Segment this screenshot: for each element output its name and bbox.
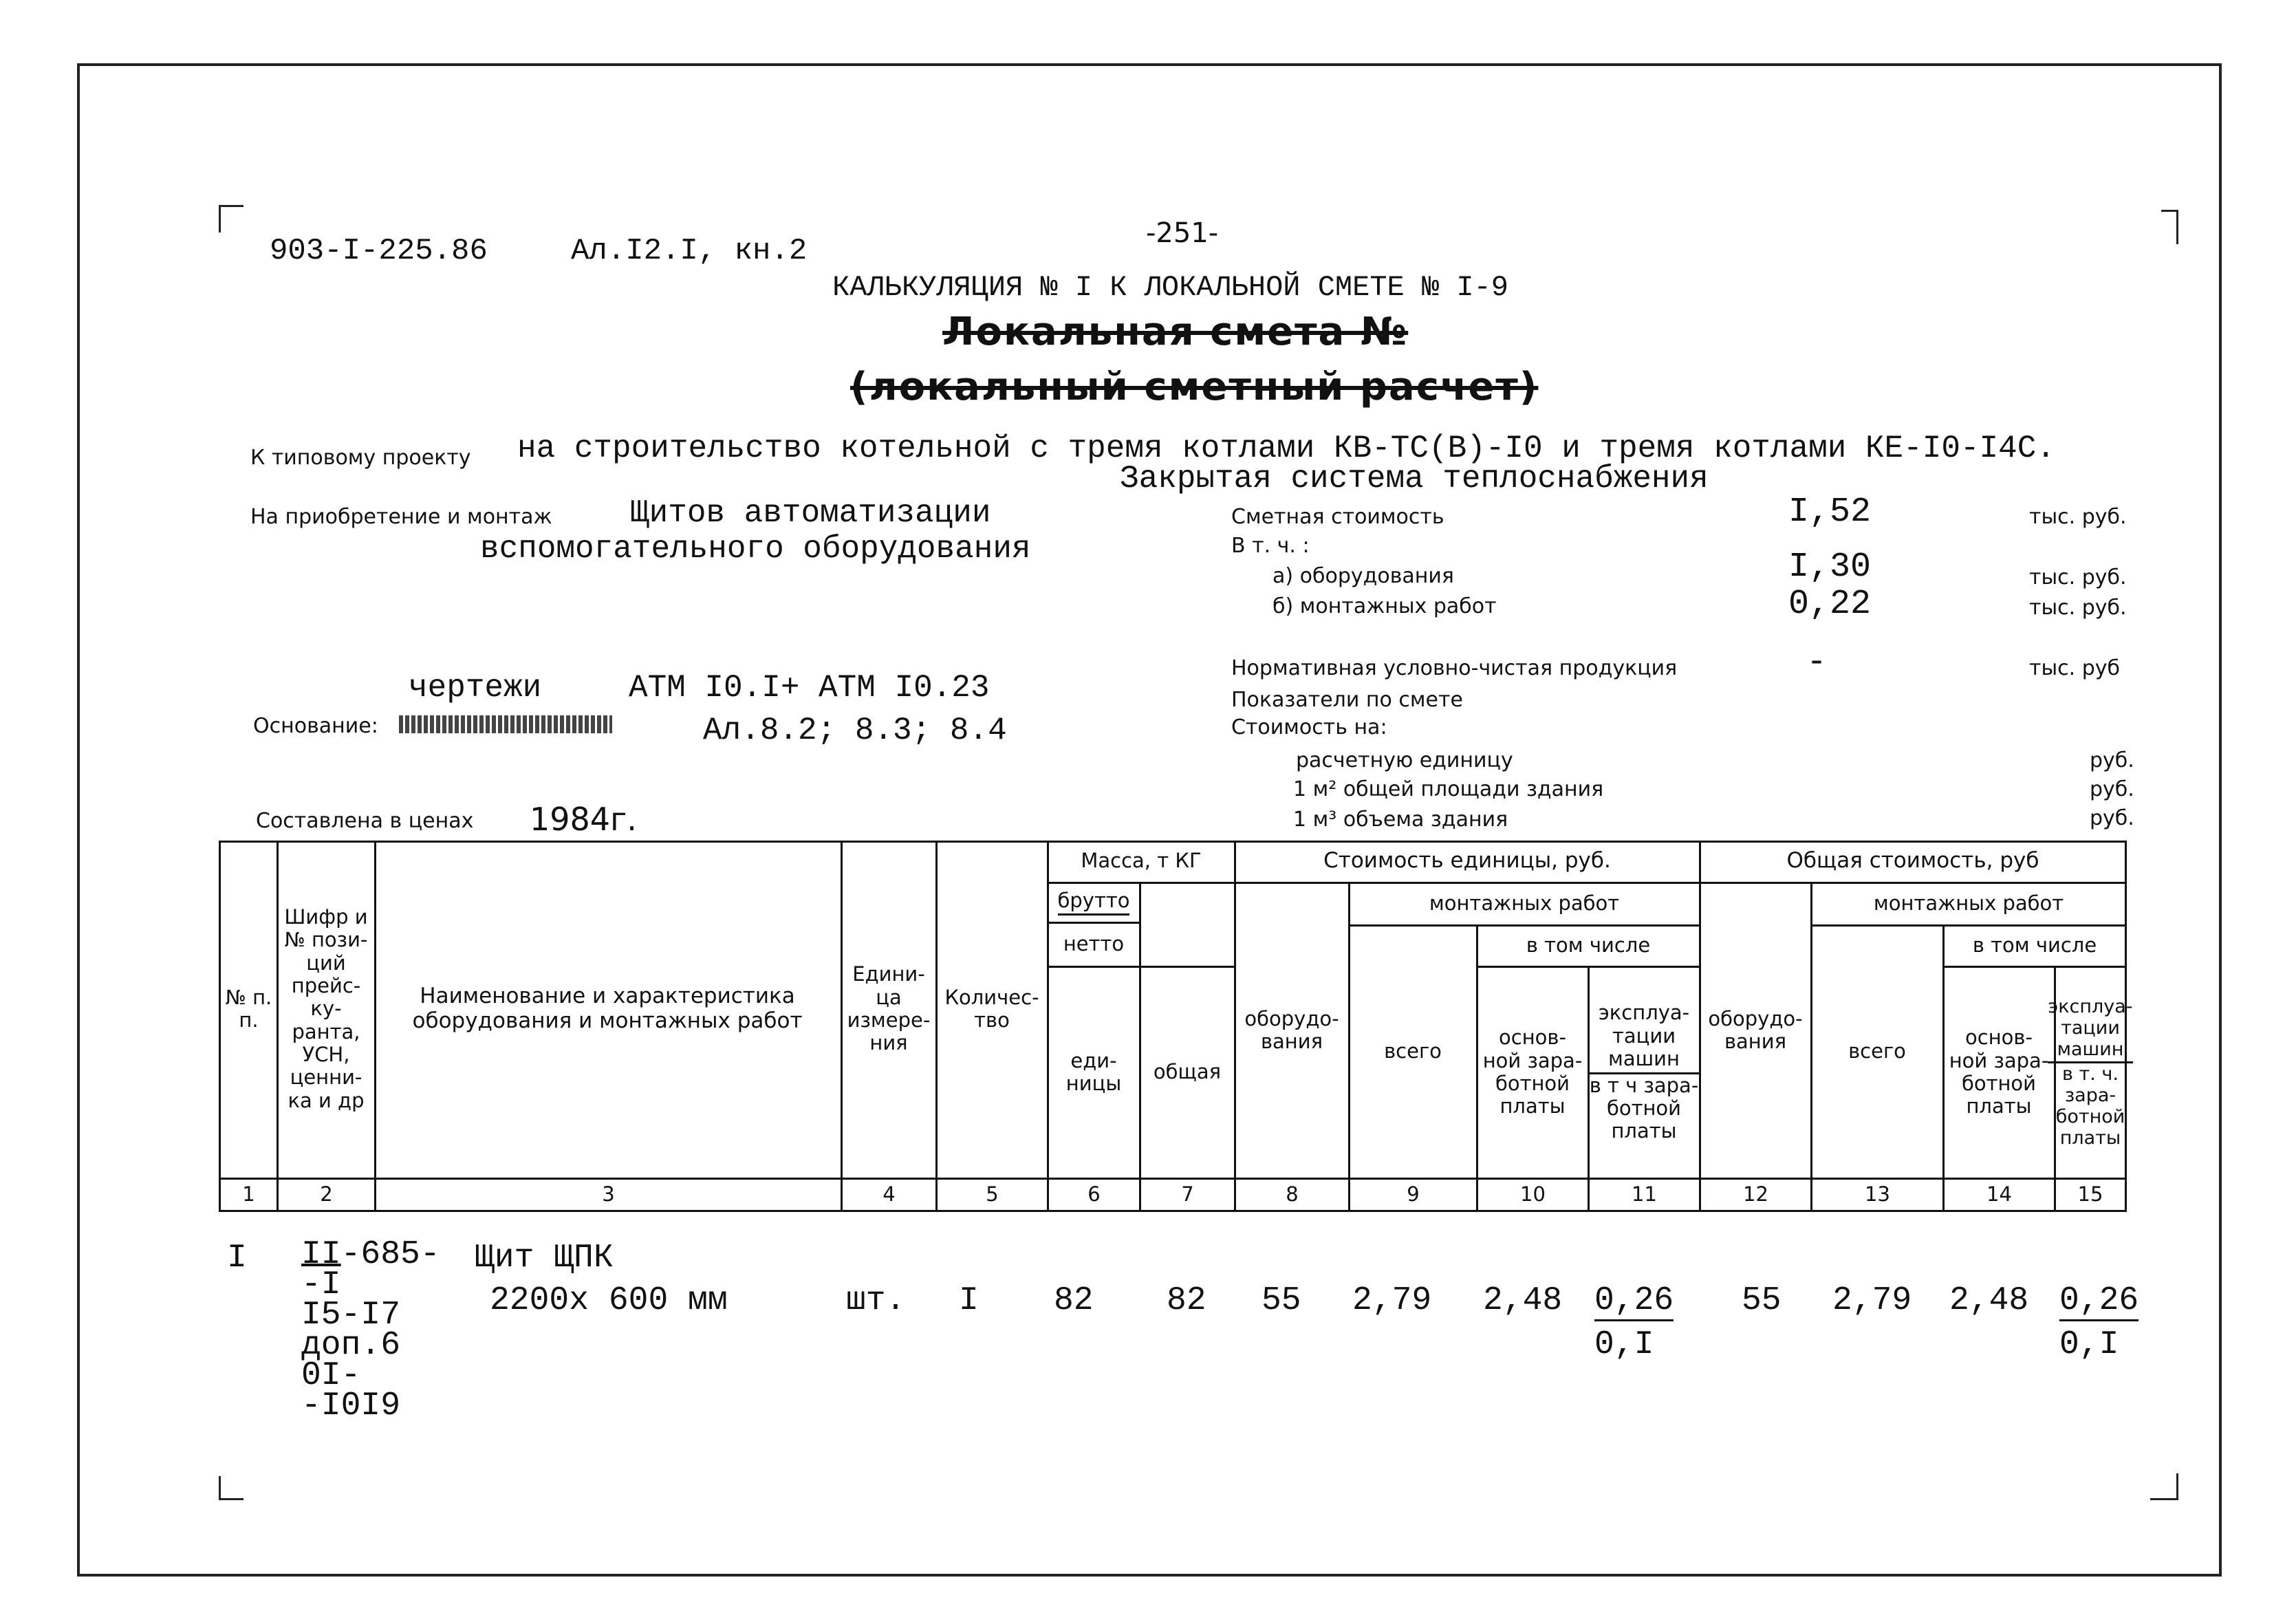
corner-mark-br-v [2176,1473,2178,1500]
row-name-1: Щит ЩПК [475,1239,614,1277]
col-number-6: 6 [1087,1182,1101,1206]
prices-year: 1984г. [530,801,637,838]
equipment-cost-value: I,30 [1788,548,1872,587]
estimate-cost-label: Сметная стоимость [1231,505,1444,529]
page-border-right [2219,63,2222,1577]
header-total-incl: в том числе [1972,933,2097,957]
install-cost-value: 0,22 [1788,585,1872,624]
document-code: 903-I-225.86 [270,234,488,268]
header-no: № п. п. [225,985,272,1032]
col-number-8: 8 [1286,1182,1299,1206]
row-qty: I [959,1282,979,1319]
col-sep-2 [374,841,376,1212]
page-border-left [77,63,80,1577]
header-unit-install: монтажных работ [1429,891,1620,916]
row-machine: 0,26 [1594,1282,1674,1321]
corner-mark-bl-h [219,1498,243,1500]
col-number-15: 15 [2077,1182,2103,1206]
m2-rub: руб. [2090,777,2134,801]
col-number-2: 2 [320,1182,333,1206]
col-number-11: 11 [1632,1182,1657,1206]
basis-albums: Ал.8.2; 8.3; 8.4 [703,713,1007,748]
header-unit-machine: эксплуа- тации машин в т ч зара- ботной платы [1589,1001,1699,1143]
row-code: II-685- -I I5-I7 доп.6 0I- -I0I9 [301,1236,440,1425]
row-equip-cost: 55 [1261,1282,1301,1319]
header-unit-equipment: оборудо- вания [1244,1006,1339,1053]
header-total-all: всего [1848,1039,1906,1063]
header-unit-wage: основ- ной зара- ботной платы [1482,1026,1583,1118]
corner-mark-tr-v [2176,210,2178,244]
album-reference: Ал.I2.I, кн.2 [571,234,808,268]
col-number-10: 10 [1520,1182,1546,1206]
col-sep-1 [277,841,279,1212]
col-number-9: 9 [1407,1182,1420,1206]
net-production-label: Нормативная условно-чистая продукция [1231,656,1678,680]
header-unit: Едини- ца измере- ния [847,962,931,1055]
header-mass-unit: еди- ницы [1065,1048,1122,1095]
row-no: I [227,1239,247,1277]
page-number: -251- [1146,217,1219,249]
row-machine-wage: 0,I [1594,1326,1654,1363]
col-number-13: 13 [1865,1182,1890,1206]
col-number-5: 5 [986,1182,999,1206]
row-unit: шт. [846,1282,906,1319]
header-total-wage: основ- ной зара- ботной платы [1949,1026,2049,1118]
m3-label: 1 м³ объема здания [1293,808,1508,832]
row-install-all: 2,79 [1352,1282,1432,1319]
calc-unit-label: расчетную единицу [1296,748,1513,772]
equipment-cost-label: а) оборудования [1273,564,1454,588]
purchase-label: На приобретение и монтаж [250,505,552,529]
header-brutto: брутто [1048,883,1139,922]
header-total-install: монтажных работ [1873,891,2064,916]
estimate-cost-value: I,52 [1788,492,1872,532]
project-line-2: Закрытая система теплоснабжения [1120,461,1709,497]
row-total-wage: 2,48 [1949,1282,2029,1319]
row-mass-unit: 82 [1054,1282,1094,1319]
header-code: Шифр и № пози- ций прейс- ку- ранта, УСН, ценни- ка и др [284,905,368,1112]
m3-rub: руб. [2090,806,2134,830]
indicators-label: Показатели по смете [1231,688,1463,712]
install-cost-unit: тыс. руб. [2029,596,2127,620]
row-wage: 2,48 [1483,1282,1563,1319]
basis-label: Основание: [253,714,378,738]
project-label: К типовому проекту [250,446,471,470]
row-name-2: 2200х 600 мм [490,1282,728,1319]
purchase-line-2: вспомогательного оборудования [480,531,1031,567]
estimate-table [219,841,2133,1212]
page-title: КАЛЬКУЛЯЦИЯ № I К ЛОКАЛЬНОЙ СМЕТЕ № I-9 [832,271,1508,304]
corner-mark-tr-h [2161,210,2178,212]
purchase-line-1: Щитов автоматизации [630,495,991,531]
col-number-4: 4 [882,1182,896,1206]
col-number-3: 3 [602,1182,615,1206]
col-number-1: 1 [242,1182,255,1206]
row-total-all: 2,79 [1832,1282,1912,1319]
corner-mark-tl-h [219,205,243,207]
col-number-12: 12 [1743,1182,1768,1206]
corner-mark-tl-v [219,205,221,232]
row-total-equip: 55 [1742,1282,1782,1319]
col-number-7: 7 [1181,1182,1194,1206]
header-name: Наименование и характеристика оборудования и монтажных работ [412,984,803,1033]
prices-label: Составлена в ценах [256,809,474,833]
corner-mark-bl-v [219,1476,221,1500]
basis-scribble [399,715,612,733]
row-total-machine: 0,26 [2059,1282,2138,1321]
basis-drawings: АТМ I0.I+ АТМ I0.23 [629,670,990,706]
header-total-machine: эксплуа- тации машин в т. ч. зара- ботной платы [2048,995,2133,1149]
header-unit-all: всего [1384,1039,1442,1063]
header-total-equipment: оборудо- вания [1708,1006,1803,1053]
install-cost-label: б) монтажных работ [1273,594,1497,618]
struck-title-2: (локальный сметный расчет) [850,365,1539,409]
incl-label: В т. ч. : [1231,534,1310,558]
net-production-value: - [1810,640,1823,680]
page-border-bottom [77,1574,2222,1577]
table-line-bottom [219,1210,2127,1212]
header-mass-total: общая [1153,1060,1222,1084]
m2-label: 1 м² общей площади здания [1293,777,1604,801]
row-total-machine-wage: 0,I [2059,1326,2119,1363]
equipment-cost-unit: тыс. руб. [2029,565,2127,589]
page-border-top [77,63,2222,66]
basis-drawings-word: чертежи [409,670,542,706]
corner-mark-br-h [2150,1498,2178,1500]
cost-on-label: Стоимость на: [1231,715,1387,739]
header-mass: Масса, т КГ [1081,849,1202,873]
net-production-unit: тыс. руб [2029,656,2121,680]
project-line-1: на строительство котельной с тремя котлами КВ-ТС(В)-I0 и тремя котлами КЕ-I0-I4С. [517,431,2055,466]
header-unit-cost: Стоимость единицы, руб. [1323,848,1611,874]
calc-unit-rub: руб. [2090,748,2134,772]
header-netto: нетто [1063,932,1125,956]
header-qty: Количес- тво [944,985,1039,1032]
header-total-cost: Общая стоимость, руб [1786,848,2039,874]
header-unit-incl: в том числе [1526,933,1651,957]
col-number-14: 14 [1986,1182,2012,1206]
struck-title-1: Локальная смета № [942,310,1409,354]
row-mass-total: 82 [1167,1282,1206,1319]
estimate-cost-unit: тыс. руб. [2029,505,2127,529]
